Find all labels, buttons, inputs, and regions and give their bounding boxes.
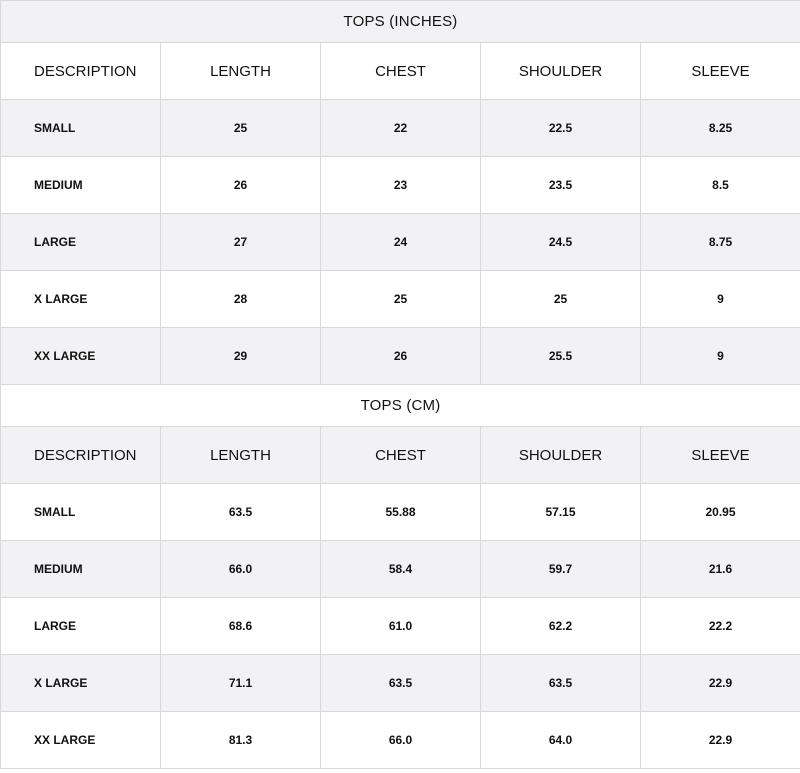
shoulder-cell: 25.5 (481, 328, 641, 385)
section-title-row (1, 1, 800, 43)
size-label: XX LARGE (1, 328, 161, 385)
chest-cell: 63.5 (321, 655, 481, 712)
sleeve-cell: 20.95 (641, 484, 800, 541)
column-header-shoulder: SHOULDER (481, 427, 641, 484)
section-title: TOPS (CM) (1, 385, 800, 427)
chest-cell: 24 (321, 214, 481, 271)
size-label: MEDIUM (1, 157, 161, 214)
column-header-sleeve: SLEEVE (641, 427, 800, 484)
sleeve-cell: 22.9 (641, 655, 800, 712)
length-cell: 28 (161, 271, 321, 328)
header-row (1, 427, 800, 484)
sleeve-cell: 22.9 (641, 712, 800, 769)
chest-cell: 55.88 (321, 484, 481, 541)
length-cell: 81.3 (161, 712, 321, 769)
shoulder-cell: 25 (481, 271, 641, 328)
shoulder-cell: 63.5 (481, 655, 641, 712)
length-cell: 29 (161, 328, 321, 385)
table-row (1, 655, 800, 712)
sleeve-cell: 9 (641, 271, 800, 328)
chest-cell: 58.4 (321, 541, 481, 598)
chest-cell: 23 (321, 157, 481, 214)
table-row (1, 328, 800, 385)
section-title-row (1, 385, 800, 427)
table-row (1, 598, 800, 655)
table-row (1, 712, 800, 769)
size-label: X LARGE (1, 271, 161, 328)
size-label: LARGE (1, 214, 161, 271)
length-cell: 71.1 (161, 655, 321, 712)
column-header-sleeve: SLEEVE (641, 43, 800, 100)
column-header-chest: CHEST (321, 427, 481, 484)
length-cell: 27 (161, 214, 321, 271)
sleeve-cell: 9 (641, 328, 800, 385)
length-cell: 66.0 (161, 541, 321, 598)
table-row (1, 214, 800, 271)
sleeve-cell: 8.25 (641, 100, 800, 157)
chest-cell: 66.0 (321, 712, 481, 769)
column-header-description: DESCRIPTION (1, 43, 161, 100)
table-row (1, 541, 800, 598)
shoulder-cell: 57.15 (481, 484, 641, 541)
sleeve-cell: 8.75 (641, 214, 800, 271)
table-row (1, 100, 800, 157)
size-label: X LARGE (1, 655, 161, 712)
length-cell: 63.5 (161, 484, 321, 541)
sleeve-cell: 22.2 (641, 598, 800, 655)
shoulder-cell: 59.7 (481, 541, 641, 598)
size-label: LARGE (1, 598, 161, 655)
length-cell: 68.6 (161, 598, 321, 655)
header-row (1, 43, 800, 100)
size-label: SMALL (1, 484, 161, 541)
table-row (1, 484, 800, 541)
table-row (1, 271, 800, 328)
sleeve-cell: 21.6 (641, 541, 800, 598)
sleeve-cell: 8.5 (641, 157, 800, 214)
column-header-length: LENGTH (161, 43, 321, 100)
chest-cell: 25 (321, 271, 481, 328)
shoulder-cell: 22.5 (481, 100, 641, 157)
table-row (1, 157, 800, 214)
chest-cell: 26 (321, 328, 481, 385)
shoulder-cell: 62.2 (481, 598, 641, 655)
size-label: SMALL (1, 100, 161, 157)
column-header-chest: CHEST (321, 43, 481, 100)
chest-cell: 22 (321, 100, 481, 157)
chest-cell: 61.0 (321, 598, 481, 655)
column-header-description: DESCRIPTION (1, 427, 161, 484)
size-label: MEDIUM (1, 541, 161, 598)
shoulder-cell: 64.0 (481, 712, 641, 769)
section-title: TOPS (INCHES) (1, 1, 800, 43)
column-header-length: LENGTH (161, 427, 321, 484)
length-cell: 25 (161, 100, 321, 157)
column-header-shoulder: SHOULDER (481, 43, 641, 100)
shoulder-cell: 24.5 (481, 214, 641, 271)
length-cell: 26 (161, 157, 321, 214)
shoulder-cell: 23.5 (481, 157, 641, 214)
size-label: XX LARGE (1, 712, 161, 769)
